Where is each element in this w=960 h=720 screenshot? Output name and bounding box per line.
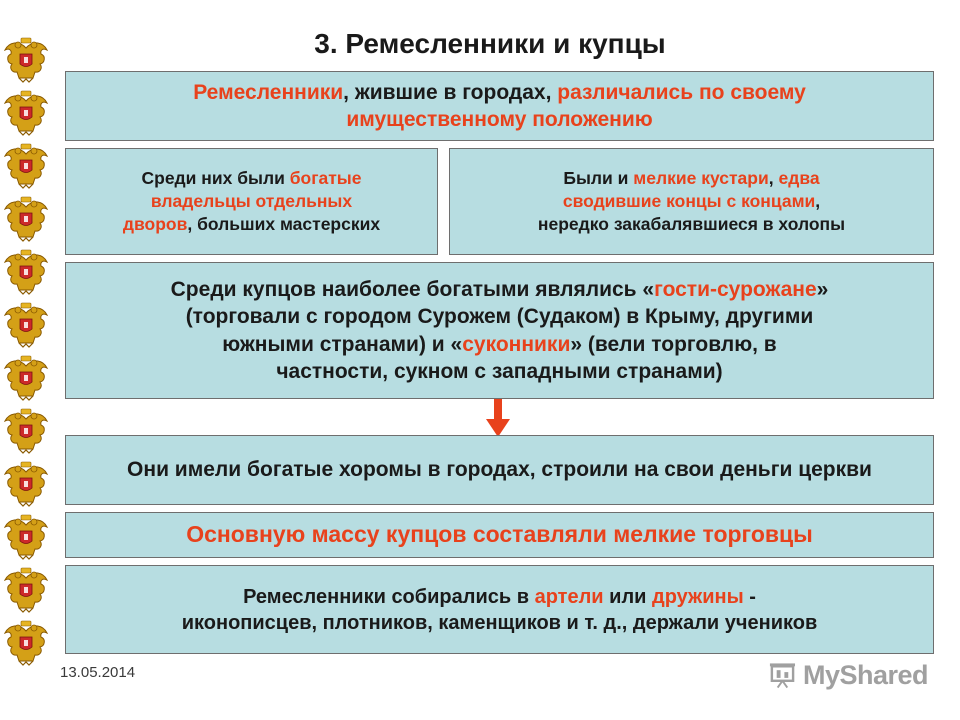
projector-screen-icon <box>768 661 797 689</box>
box-text: Они имели богатые хоромы в городах, строили на свои деньги церкви <box>127 458 872 482</box>
myshared-logo <box>768 656 928 694</box>
text-run: » (вели торговлю, в <box>570 332 777 356</box>
merchant-mansions-box <box>65 435 934 505</box>
eagle-icon <box>3 36 49 84</box>
eagle-icon <box>3 89 49 137</box>
text-run: Среди них были <box>141 168 290 189</box>
small-craftsmen-box <box>449 148 934 255</box>
highlight: богатые <box>289 168 362 189</box>
box-text <box>171 276 829 385</box>
box-text <box>193 79 806 134</box>
highlight: суконники <box>462 332 571 356</box>
text-run: частности, сукном с западными странами) <box>276 359 723 383</box>
box-text: Основную массу купцов составляли мелкие торговцы <box>186 521 813 548</box>
text-run: , <box>768 168 779 189</box>
small-traders-box <box>65 512 934 558</box>
down-arrow-icon <box>486 399 510 437</box>
text-run: Были и <box>563 168 634 189</box>
text-run: или <box>603 585 653 608</box>
eagle-icon <box>3 354 49 402</box>
text-run: южными странами) и « <box>222 332 463 356</box>
eagle-icon <box>3 460 49 508</box>
highlight: имущественному положению <box>346 108 653 131</box>
text-run: нередко закабалявшиеся в холопы <box>537 213 846 234</box>
highlight: дворов <box>122 213 188 234</box>
text-run: » <box>816 277 829 301</box>
highlight: артели <box>534 585 604 608</box>
highlight: гости-сурожане <box>654 277 817 301</box>
highlight: Ремесленники <box>193 80 344 104</box>
highlight: мелкие кустари <box>633 168 769 189</box>
rich-craftsmen-box <box>65 148 438 255</box>
rich-merchants-box <box>65 262 934 399</box>
craftsmen-wealth-box <box>65 71 934 141</box>
eagle-icon <box>3 407 49 455</box>
artels-box <box>65 565 934 654</box>
eagle-icon <box>3 513 49 561</box>
text-run: Среди купцов наиболее богатыми являлись « <box>170 277 655 301</box>
eagle-icon <box>3 619 49 667</box>
highlight: дружины <box>652 585 744 608</box>
text-run: Ремесленники собирались в <box>243 585 535 608</box>
eagle-icon <box>3 301 49 349</box>
highlight: едва <box>778 168 820 189</box>
slide-title: 3. Ремесленники и купцы <box>314 28 666 59</box>
eagle-icon <box>3 195 49 243</box>
eagle-strip <box>0 36 54 676</box>
slide-date: 13.05.2014 <box>60 664 136 681</box>
text-run: - <box>743 585 756 608</box>
highlight: владельцы отдельных <box>150 191 353 212</box>
box-text <box>182 584 818 636</box>
logo-text: MyShared <box>802 659 928 690</box>
box-text <box>538 167 845 235</box>
highlight: сводившие концы с концами <box>562 191 816 212</box>
eagle-icon <box>3 566 49 614</box>
text-run: , больших мастерских <box>187 213 381 234</box>
eagle-icon <box>3 142 49 190</box>
box-text <box>123 167 380 235</box>
eagle-icon <box>3 248 49 296</box>
text-run: , <box>815 191 821 212</box>
text-run: (торговали с городом Сурожем (Судаком) в Крыму, другими <box>185 305 814 329</box>
text-run: , жившие в городах, <box>343 80 558 104</box>
highlight: различались по своему <box>557 80 806 104</box>
text-run: иконописцев, плотников, каменщиков и т. д., держали учеников <box>181 611 818 634</box>
